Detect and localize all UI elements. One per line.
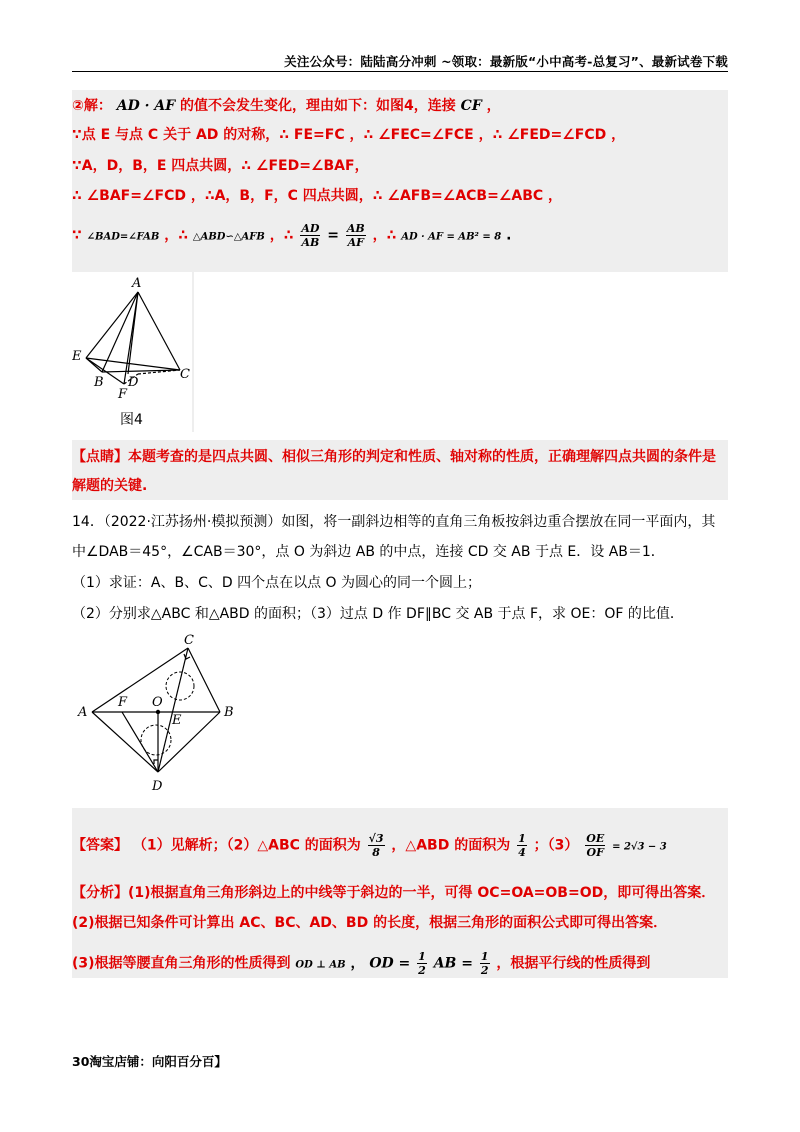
figure-14-svg [72,632,252,800]
page-footer: 30淘宝店铺：向阳百分百】 [72,1054,227,1069]
expr-od: OD = [369,955,411,972]
solution-text: 的值不会发生变化，理由如下：如图4，连接 [180,98,456,114]
analysis-line-3 [72,950,650,977]
dianjing-label: 【点睛】 [72,449,128,465]
expr-ab: AB = [433,955,473,972]
problem14-line-1: 14．（2022·江苏扬州·模拟预测）如图，将一副斜边相等的直角三角板按斜边重合摆放在同一平面内，其 [72,514,716,530]
because-symbol: ∵ [72,227,82,244]
analysis-line-1: 【分析】(1)根据直角三角形斜边上的中线等于斜边的一半，可得 OC=OA=OB=OD，即可得出答案． [72,885,716,901]
label-D: D [128,375,139,390]
solution-line-1 [72,96,501,116]
fraction-oe-of: $\frac{OE}{OF}$ [586,832,605,859]
label-A: A [132,276,142,291]
dianjing-text: 本题考查的是四点共圆、相似三角形的判定和性质、轴对称的性质，正确理解四点共圆的条件是 [128,449,716,465]
fraction-half-1: $\frac{1}{2}$ [418,950,426,977]
header-rule [72,71,728,72]
answer-ratio-value: = 2√3 − 3 [612,841,667,853]
label-C: C [184,633,194,648]
dianjing-line-1 [72,447,716,467]
therefore-symbol: ，∴ [372,227,397,244]
problem14-line-4: （2）分别求△ABC 和△ABD 的面积；（3）过点 D 作 DF∥BC 交 AB 于点 F，求 OE：OF 的比值． [72,606,684,622]
problem14-line-3: （1）求证：A、B、C、D 四个点在以点 O 为圆心的同一个圆上； [72,575,482,591]
therefore-symbol: ，∴ [164,227,188,244]
figure-4-svg [72,272,192,432]
equals-sign: = [327,227,340,244]
fraction-half-2: $\frac{1}{2}$ [480,950,489,977]
label-F: F [118,387,128,402]
figure-4-caption: 图4 [120,412,143,428]
page-header: 关注公众号：陆陆高分冲刺 ~领取：最新版“小中高考-总复习”、最新试卷下载 [284,54,728,69]
answer-line [72,832,667,859]
solution-line-3: ∵A，D，B，E 四点共圆，∴ ∠FED=∠BAF， [72,158,369,174]
analysis-line-2: (2)根据已知条件可计算出 AC、BC、AD、BD 的长度，根据三角形的面积公式即可得出答案． [72,915,668,931]
expr-ad-af: AD · AF [116,98,176,114]
label-B: B [94,375,104,390]
answer-part-3: ；（3） [533,837,579,854]
label-A: A [78,705,88,720]
answer-label: 【答案】 [72,837,128,854]
figure-14 [72,632,252,800]
period: . [506,227,512,244]
label-O: O [152,695,163,710]
figure-4 [72,272,192,432]
product-result: AD · AF = AB² = 8 [401,231,502,243]
solution-line-5 [72,222,511,249]
answer-part-2: ，△ABD 的面积为 [391,837,511,854]
label-D: D [152,779,163,794]
comma: ， [350,955,365,972]
solution-prefix: ②解： [72,98,112,114]
fraction-1-4: $\frac{1}{4}$ [518,832,526,859]
expr-cf: CF [460,98,482,114]
angle-equality: ∠BAD=∠FAB [86,231,160,243]
fraction-sqrt3-8: $\frac{√3}{8}$ [368,832,384,859]
problem14-line-2: 中∠DAB＝45°，∠CAB＝30°，点 O 为斜边 AB 的中点，连接 CD 交 AB 于点 E．设 AB＝1． [72,544,665,560]
solution-line-2: ∵点 E 与点 C 关于 AD 的对称，∴ FE=FC ，∴ ∠FEC=∠FCE ，∴ ∠FED=∠FCD ， [72,127,626,143]
label-F: F [118,695,128,710]
label-B: B [224,705,234,720]
fraction-ad-ab: $\frac{AD}{AB}$ [301,222,320,249]
analysis-text: (3)根据等腰直角三角形的性质得到 [72,955,291,972]
answer-part-1: （1）见解析；（2）△ABC 的面积为 [132,837,361,854]
label-C: C [180,367,190,382]
dianjing-line-2: 解题的关键. [72,478,148,494]
label-E: E [72,349,82,364]
similar-triangles: △ABD∽△AFB [192,231,265,243]
solution-line-4: ∴ ∠BAF=∠FCD ，∴A，B，F，C 四点共圆，∴ ∠AFB=∠ACB=∠ABC ， [72,188,563,204]
solution-end: ， [486,98,501,114]
therefore-symbol: ，∴ [269,227,294,244]
expr-od-perp-ab: OD ⊥ AB [295,959,346,971]
label-E: E [172,713,182,728]
fraction-ab-af: $\frac{AB}{AF}$ [346,222,365,249]
analysis-text-end: ，根据平行线的性质得到 [496,955,651,972]
